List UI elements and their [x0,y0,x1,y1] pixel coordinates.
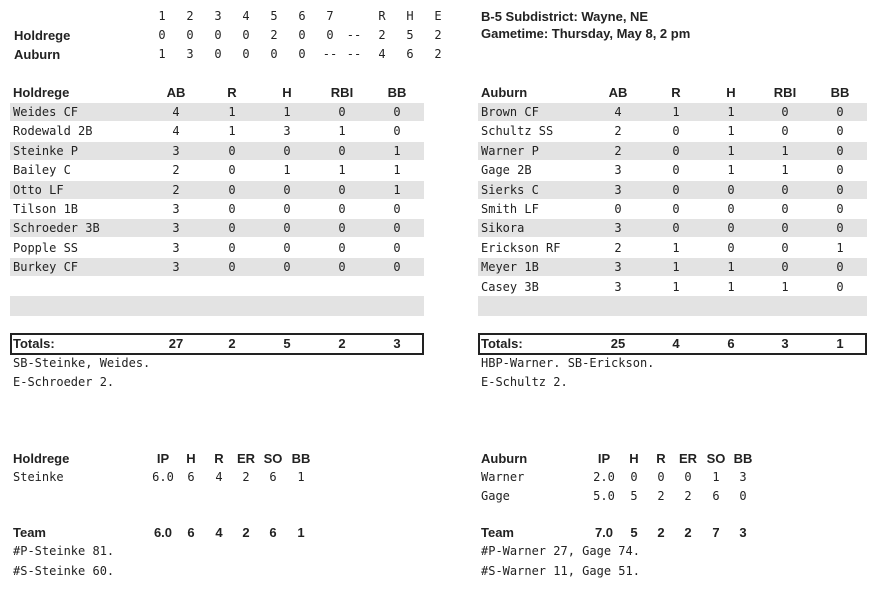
team-stat: 3 [739,525,747,540]
batter-stat: 0 [672,124,680,139]
batter-stat: 0 [393,240,401,255]
batter-name: Smith LF [481,202,539,216]
batter-stat: 1 [338,163,346,178]
batter-row [478,278,867,296]
batter-row [478,239,867,257]
total-value: 27 [168,336,184,351]
pitcher-stat: 1 [712,470,720,484]
team-name: Holdrege [14,28,71,43]
batter-stat: 0 [781,240,789,255]
batter-row [478,181,867,199]
column-header: H [726,85,736,100]
pitching-note: #S-Steinke 60. [13,564,115,578]
batting-note: E-Schroeder 2. [13,375,115,389]
batter-name: Brown CF [481,105,539,119]
batter-row [10,200,424,218]
batter-stat: 0 [228,202,236,216]
batter-name: Meyer 1B [481,260,539,275]
column-header: R [671,85,681,100]
column-header: ER [236,451,256,466]
team-stat: 7 [712,525,720,540]
inning-score: 0 [242,28,250,42]
inning-score: 0 [298,47,306,61]
inning-score: 0 [326,28,334,42]
batter-stat: 3 [614,182,622,197]
batting-note: HBP-Warner. SB-Erickson. [481,356,655,370]
batter-row [478,103,867,121]
inning-score: 0 [298,28,306,42]
inning-header: 7 [326,9,334,23]
batter-stat: 3 [172,240,180,255]
pitching-note: #P-Warner 27, Gage 74. [481,544,640,558]
inning-header: 6 [298,9,306,23]
inning-score: 0 [214,28,222,42]
batter-stat: 2 [172,163,180,178]
batter-name: Burkey CF [13,260,79,275]
team-stat: 6.0 [153,525,173,540]
line-score-header [14,9,454,27]
batter-stat: 2 [614,143,622,158]
batter-stat: 0 [836,143,844,158]
batter-stat: 1 [727,260,735,275]
batter-stat: 1 [672,240,680,255]
batter-stat: 0 [672,221,680,236]
batter-name: Bailey C [13,163,71,178]
batter-stat: 1 [228,124,236,139]
inning-score: 0 [158,28,166,42]
batting-header [10,84,424,102]
batter-stat: 0 [338,260,346,275]
batter-stat: 0 [614,202,622,216]
column-header: AB [608,85,628,100]
batter-row [10,181,424,199]
batter-stat: 0 [727,240,735,255]
line-score-row-holdrege [14,28,454,46]
totals-label: Totals: [13,336,55,351]
batter-name: Casey 3B [481,279,539,294]
pitcher-stat: 5 [630,489,638,503]
batter-stat: 0 [283,143,291,158]
totals-label: Totals: [481,336,523,351]
batter-name: Steinke P [13,143,79,158]
column-header: BB [733,451,753,466]
batter-stat: 1 [781,279,789,294]
inning-score: 3 [186,47,194,61]
batter-stat: 1 [228,105,236,119]
batter-stat: 0 [836,202,844,216]
batter-stat: 0 [393,105,401,119]
line-score-row-auburn [14,47,454,65]
hits-total: 6 [406,47,414,61]
batter-stat: 0 [393,202,401,216]
batter-stat: 0 [836,163,844,178]
team-name: Auburn [481,85,528,100]
pitcher-stat: 6.0 [152,470,174,484]
batter-stat: 0 [283,182,291,197]
batter-stat: 1 [781,163,789,178]
batter-stat: 1 [727,163,735,178]
pitcher-name: Steinke [13,470,64,484]
pitcher-stat: 5.0 [593,489,615,503]
runs-total: 2 [378,28,386,42]
inning-score: -- [322,47,338,61]
batter-stat: 3 [614,279,622,294]
batter-stat: 0 [781,260,789,275]
batter-stat: 0 [228,221,236,236]
batter-stat: 0 [672,143,680,158]
column-header: R [227,85,237,100]
batter-stat: 0 [228,260,236,275]
batter-name: Rodewald 2B [13,124,93,139]
batter-stat: 0 [836,182,844,197]
batter-row [478,142,867,160]
inning-header: 3 [214,9,222,23]
pitcher-stat: 2 [657,489,665,503]
batter-stat: 0 [672,202,680,216]
team-stat: 6 [187,525,195,540]
team-stat: 2 [242,525,250,540]
pitcher-stat: 6 [187,470,195,484]
batter-stat: 0 [393,221,401,236]
batter-stat: 0 [727,202,735,216]
empty-row [10,296,424,316]
column-header: IP [597,451,611,466]
team-label: Team [481,525,514,540]
pitcher-stat: 3 [739,470,747,484]
batter-stat: 0 [228,240,236,255]
total-value: 6 [727,336,735,351]
batter-stat: 0 [338,202,346,216]
batter-stat: 0 [836,221,844,236]
batter-row [478,122,867,140]
batter-stat: 1 [672,260,680,275]
batter-stat: 1 [283,163,291,178]
batter-row [10,239,424,257]
batter-stat: 0 [228,163,236,178]
game-time: Gametime: Thursday, May 8, 2 pm [481,26,691,41]
batter-stat: 0 [836,260,844,275]
batter-row [10,161,424,179]
inning-score: 0 [242,47,250,61]
pitcher-stat: 0 [657,470,665,484]
batter-stat: 3 [172,202,180,216]
batting-note: E-Schultz 2. [481,375,568,389]
pitcher-row [13,468,373,486]
batter-stat: 1 [727,279,735,294]
pitcher-stat: 2.0 [593,470,615,484]
column-header: BB [291,451,311,466]
separator: -- [346,47,362,61]
column-header: R [214,451,224,466]
inning-score: 1 [158,47,166,61]
team-stat: 2 [684,525,692,540]
total-value: 1 [836,336,844,351]
batter-stat: 1 [393,163,401,178]
batter-stat: 1 [727,143,735,158]
batter-row [10,142,424,160]
batter-name: Sikora [481,221,525,236]
runs-total: 4 [378,47,386,61]
batter-stat: 0 [727,182,735,197]
team-name: Auburn [481,451,528,466]
team-name: Holdrege [13,451,70,466]
pitcher-name: Gage [481,489,510,503]
pitcher-row [481,487,841,505]
pitcher-row [481,468,841,486]
pitching-header [481,450,841,468]
inning-score: 0 [214,47,222,61]
pitching-team-row [13,524,373,542]
batter-stat: 0 [836,279,844,294]
batter-stat: 0 [781,182,789,197]
total-value: 3 [781,336,789,351]
inning-header: 5 [270,9,278,23]
batter-stat: 0 [228,143,236,158]
totals-row [10,333,424,355]
batter-row [10,258,424,276]
batter-stat: 1 [672,105,680,119]
total-value: 5 [283,336,291,351]
total-value: 3 [393,336,401,351]
batter-stat: 0 [283,240,291,255]
column-header: RBI [773,85,797,100]
batter-row [10,219,424,237]
batter-stat: 0 [781,221,789,236]
batter-stat: 0 [672,182,680,197]
column-header: H [186,451,196,466]
batter-stat: 0 [393,124,401,139]
batter-stat: 1 [727,105,735,119]
batter-stat: 1 [338,124,346,139]
empty-row [478,296,867,316]
batter-row [10,122,424,140]
batter-name: Gage 2B [481,163,532,178]
batter-stat: 0 [781,105,789,119]
pitcher-stat: 0 [630,470,638,484]
batter-name: Warner P [481,143,539,158]
batter-stat: 0 [781,202,789,216]
batter-row [478,161,867,179]
inning-score: 2 [270,28,278,42]
column-header: BB [830,85,850,100]
column-header: SO [263,451,283,466]
batter-stat: 0 [727,221,735,236]
pitching-note: #P-Steinke 81. [13,544,115,558]
batter-stat: 0 [393,260,401,275]
errors-total: 2 [434,28,442,42]
hits-total: 5 [406,28,414,42]
total-value: 25 [610,336,626,351]
batter-stat: 0 [338,221,346,236]
team-stat: 4 [215,525,223,540]
batter-name: Popple SS [13,240,79,255]
column-header: R [656,451,666,466]
batter-row [478,219,867,237]
inning-score: 0 [186,28,194,42]
batter-name: Otto LF [13,182,64,197]
batter-stat: 3 [172,260,180,275]
batter-stat: 1 [727,124,735,139]
batter-name: Weides CF [13,105,79,119]
pitcher-stat: 6 [269,470,277,484]
batter-name: Erickson RF [481,240,561,255]
batter-stat: 4 [172,105,180,119]
team-name: Auburn [14,47,61,62]
pitcher-stat: 0 [739,489,747,503]
batter-stat: 1 [836,240,844,255]
batter-stat: 3 [614,260,622,275]
pitcher-stat: 4 [215,470,223,484]
batter-stat: 3 [283,124,291,139]
batter-stat: 0 [836,105,844,119]
team-stat: 7.0 [594,525,614,540]
separator: -- [346,28,362,42]
batter-stat: 1 [672,279,680,294]
batter-name: Schroeder 3B [13,221,100,236]
pitcher-stat: 2 [684,489,692,503]
team-stat: 5 [630,525,638,540]
batter-stat: 1 [781,143,789,158]
team-label: Team [13,525,46,540]
batter-stat: 0 [836,124,844,139]
team-stat: 1 [297,525,305,540]
team-name: Holdrege [13,85,70,100]
column-header: IP [156,451,170,466]
pitcher-stat: 1 [297,470,305,484]
column-header: H [629,451,639,466]
batter-stat: 0 [338,105,346,119]
batter-stat: 0 [781,124,789,139]
totals-row [478,333,867,355]
errors-header: E [434,9,442,23]
team-stat: 2 [657,525,665,540]
inning-header: 4 [242,9,250,23]
batter-stat: 3 [614,163,622,178]
batter-stat: 0 [338,182,346,197]
inning-score: 0 [270,47,278,61]
pitcher-stat: 6 [712,489,720,503]
batter-stat: 0 [228,182,236,197]
batter-stat: 2 [614,240,622,255]
batter-row [478,200,867,218]
batter-stat: 4 [172,124,180,139]
batting-header [478,84,867,102]
inning-header: 1 [158,9,166,23]
batter-stat: 3 [172,143,180,158]
batter-stat: 1 [283,105,291,119]
column-header: BB [387,85,407,100]
pitcher-name: Warner [481,470,525,484]
batter-stat: 0 [283,260,291,275]
batter-name: Schultz SS [481,124,554,139]
column-header: H [282,85,292,100]
total-value: 2 [228,336,236,351]
batter-stat: 1 [393,143,401,158]
inning-header: 2 [186,9,194,23]
batter-stat: 2 [172,182,180,197]
pitching-team-row [481,524,841,542]
batter-stat: 0 [338,240,346,255]
pitcher-stat: 2 [242,470,250,484]
pitching-header [13,450,373,468]
batter-stat: 2 [614,124,622,139]
runs-header: R [378,9,386,23]
batter-stat: 3 [172,221,180,236]
batter-stat: 4 [614,105,622,119]
team-stat: 6 [269,525,277,540]
hits-header: H [406,9,414,23]
column-header: ER [678,451,698,466]
total-value: 4 [672,336,680,351]
errors-total: 2 [434,47,442,61]
batter-stat: 0 [338,143,346,158]
batter-stat: 3 [614,221,622,236]
pitcher-stat: 0 [684,470,692,484]
batter-row [478,258,867,276]
batter-stat: 0 [283,202,291,216]
total-value: 2 [338,336,346,351]
batter-stat: 0 [672,163,680,178]
column-header: AB [166,85,186,100]
batter-stat: 0 [283,221,291,236]
batter-stat: 1 [393,182,401,197]
batting-note: SB-Steinke, Weides. [13,356,151,370]
pitching-note: #S-Warner 11, Gage 51. [481,564,640,578]
column-header: SO [706,451,726,466]
column-header: RBI [330,85,354,100]
game-title: B-5 Subdistrict: Wayne, NE [481,9,649,24]
batter-name: Tilson 1B [13,202,79,216]
batter-row [10,103,424,121]
batter-name: Sierks C [481,182,539,197]
